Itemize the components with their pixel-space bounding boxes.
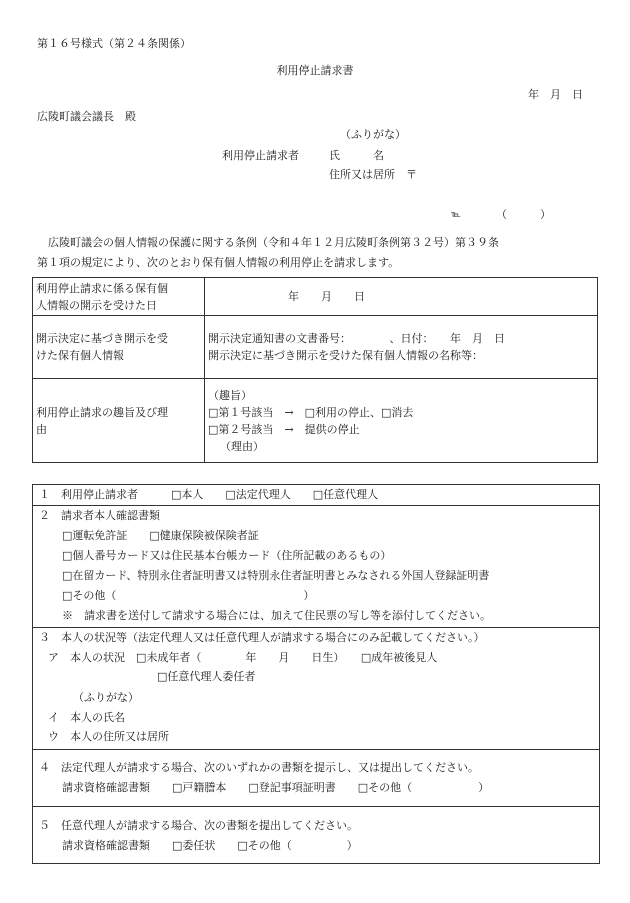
id-documents-line-2: □個人番号カード又は住民基本台帳カード（住所記載のあるもの）: [62, 549, 392, 562]
legal-rep-documents: 請求資格確認書類 □戸籍謄本 □登記事項証明書 □その他（ ）: [62, 781, 490, 794]
proxy-heading: ５ 任意代理人が請求する場合、次の書類を提出してください。: [39, 819, 358, 832]
addressee: 広陵町議会議長 殿: [37, 110, 136, 123]
id-documents-line-1: □運転免許証 □健康保険被保険者証: [62, 529, 259, 542]
purpose-heading: （趣旨）: [208, 388, 252, 402]
person-status-heading: ３ 本人の状況等（法定代理人又は任意代理人が請求する場合にのみ記載してください。）: [39, 631, 485, 644]
purpose-reason-label-2: 由: [36, 422, 47, 436]
person-name-furigana: （ふりがな）: [73, 691, 139, 704]
name-label: 氏 名: [329, 149, 384, 162]
requester-type-line: １ 利用停止請求者 □本人 □法定代理人 □任意代理人: [39, 488, 379, 501]
notice-document-number: 開示決定通知書の文書番号： 、日付： 年 月 日: [208, 332, 505, 345]
person-status-line: ア 本人の状況 □未成年者（ 年 月 日生） □成年被後見人: [48, 651, 438, 664]
divider: [33, 505, 599, 506]
applicant-furigana: （ふりがな）: [340, 128, 406, 141]
tel-label: ℡: [451, 210, 461, 220]
divider: [33, 749, 599, 750]
row-label: [33, 278, 205, 316]
request-table: [32, 277, 598, 463]
tel-parens: （ ）: [496, 208, 551, 221]
id-documents-line-3: □在留カード、特別永住者証明書又は特別永住者証明書とみなされる外国人登録証明書: [62, 569, 490, 582]
disclosed-info-name: 開示決定に基づき開示を受けた保有個人情報の名称等：: [208, 349, 483, 362]
disclosure-date-value: 年 月 日: [288, 290, 365, 303]
purpose-reason-label-1: 利用停止請求の趣旨及び理: [36, 405, 168, 419]
reason-heading: （理由）: [220, 439, 264, 453]
disclosure-date-label-1: 利用停止請求に係る保有個: [36, 281, 168, 295]
row-value: [205, 379, 598, 463]
table-row: [33, 316, 598, 379]
table-row: [33, 278, 598, 316]
proxy-documents: 請求資格確認書類 □委任状 □その他（ ）: [62, 839, 358, 852]
legal-rep-heading: ４ 法定代理人が請求する場合、次のいずれかの書類を提示し、又は提出してください。: [39, 761, 479, 774]
disclosed-info-label-2: けた保有個人情報: [36, 349, 124, 362]
intro-line-1: 広陵町議会の個人情報の保護に関する条例（令和４年１２月広陵町条例第３２号）第３９条: [48, 236, 499, 249]
id-documents-heading: ２ 請求者本人確認書類: [39, 509, 160, 522]
person-status-line-2: □任意代理人委任者: [157, 670, 256, 683]
divider: [33, 806, 599, 807]
intro-line-2: 第１項の規定により、次のとおり保有個人情報の利用停止を請求します。: [37, 256, 400, 269]
address-label: 住所又は居所 〒: [329, 168, 417, 181]
row-value: [205, 316, 598, 379]
id-documents-other: □その他（ ）: [62, 589, 315, 602]
purpose-option-2: □第２号該当 → 提供の停止: [208, 422, 360, 436]
row-label: [33, 379, 205, 463]
divider: [33, 627, 599, 628]
row-label: [33, 316, 205, 379]
table-row: [33, 379, 598, 463]
id-documents-note: ※ 請求書を送付して請求する場合には、加えて住民票の写し等を添付してください。: [62, 609, 491, 622]
disclosure-date-label-2: 人情報の開示を受けた日: [36, 298, 157, 312]
person-address-label: ウ 本人の住所又は居所: [48, 730, 169, 743]
date-line: 年 月 日: [528, 88, 583, 101]
disclosed-info-label-1: 開示決定に基づき開示を受: [36, 332, 168, 345]
purpose-option-1: □第１号該当 → □利用の停止、□消去: [208, 405, 414, 419]
page-title: 利用停止請求書: [276, 64, 354, 77]
detail-box: [32, 484, 600, 864]
form-number: 第１６号様式（第２４条関係）: [37, 37, 191, 50]
person-name-label: イ 本人の氏名: [48, 711, 125, 724]
row-value: [205, 278, 598, 316]
requester-label: 利用停止請求者: [222, 149, 299, 162]
